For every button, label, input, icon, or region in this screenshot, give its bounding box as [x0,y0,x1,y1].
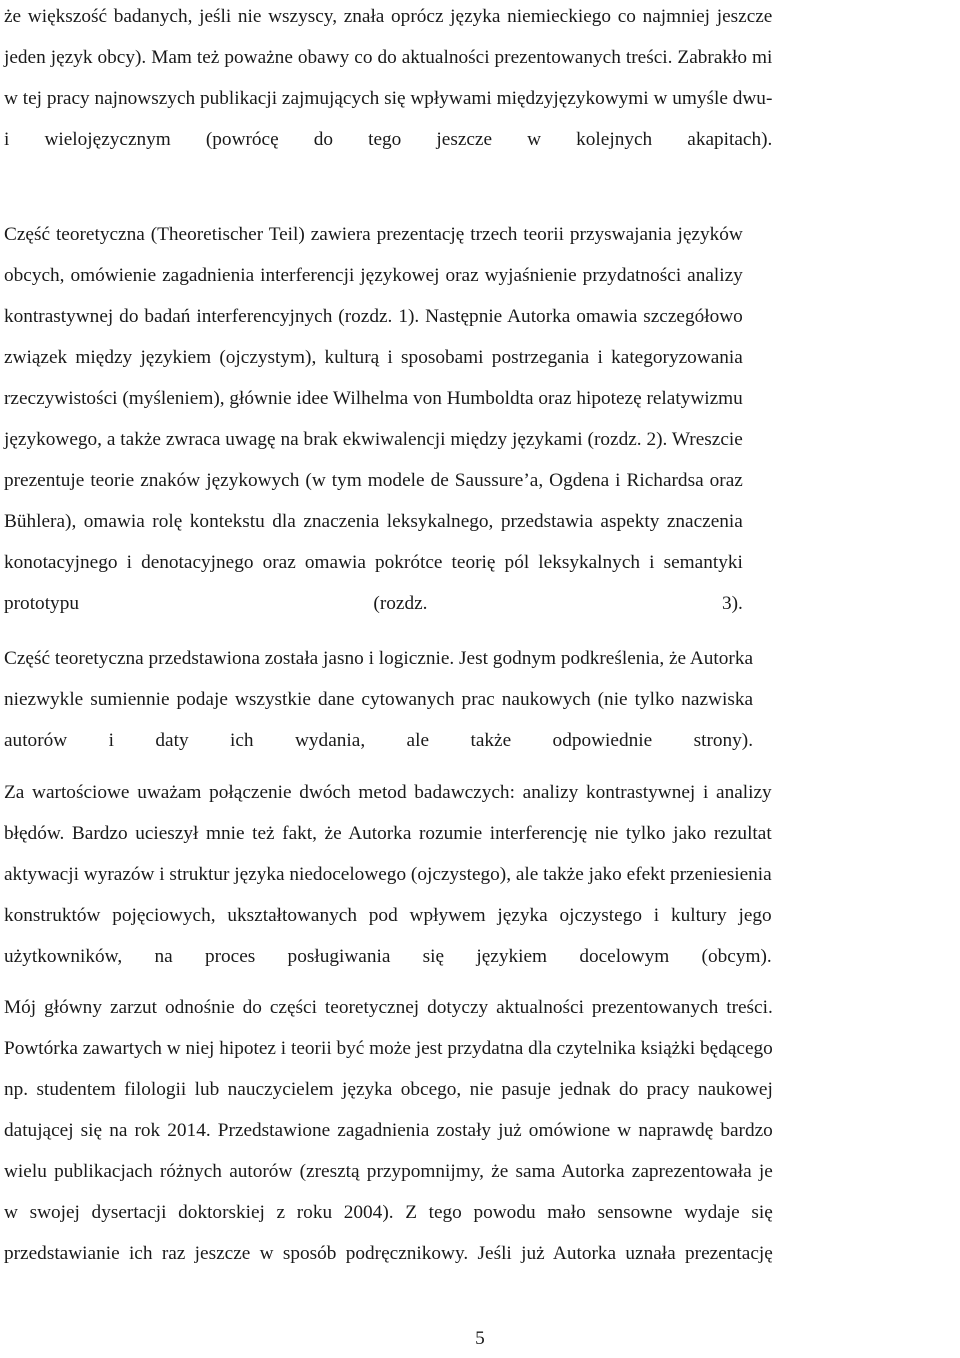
paragraph-main-objection [4,987,773,1274]
text-line: konotacyjnego i denotacyjnego oraz omawia pokrótce teorię pól leksykalnych i semantyki [4,552,743,573]
paragraph-methods [4,772,772,977]
text-line: że większość badanych, jeśli nie wszyscy, znała oprócz języka niemieckiego co najmniej jeszcze [4,6,773,27]
text-line: językowego, a także zwraca uwagę na brak ekwiwalencji między językami (rozdz. 2). Wreszcie [4,429,743,450]
text-line: Za wartościowe uważam połączenie dwóch metod badawczych: analizy kontrastywnej i analizy [4,782,772,803]
text-line: użytkowników, na proces posługiwania się językiem docelowym (obcym). [4,946,772,967]
text-line: Mój główny zarzut odnośnie do części teoretycznej dotyczy aktualności prezentowanych treści. [4,997,773,1018]
text-line: kontrastywnej do badań interferencyjnych (rozdz. 1). Następnie Autorka omawia szczegółowo [4,306,743,327]
text-line: Powtórka zawartych w niej hipotez i teorii być może jest przydatna dla czytelnika książki będącego [4,1038,773,1059]
text-line: rzeczywistości (myśleniem), głównie idee Wilhelma von Humboldta oraz hipotezę relatywizmu [4,388,743,409]
text-line: Bühlera), omawia rolę kontekstu dla znaczenia leksykalnego, przedstawia aspekty znaczenia [4,511,743,532]
text-line: np. studentem filologii lub nauczycielem języka obcego, nie pasuje jednak do pracy naukowej [4,1079,773,1100]
text-line: Część teoretyczna (Theoretischer Teil) zawiera prezentację trzech teorii przyswajania języków [4,224,743,245]
text-line: konstruktów pojęciowych, ukształtowanych pod wpływem języka ojczystego i kultury jego [4,905,772,926]
paragraph-theoretical-part [4,214,743,624]
text-line: datującej się na rok 2014. Przedstawione zagadnienia zostały już omówione w naprawdę bardzo [4,1120,773,1141]
text-line: błędów. Bardzo ucieszył mnie też fakt, że Autorka rozumie interferencję nie tylko jako rezultat [4,823,772,844]
text-line: prezentuje teorie znaków językowych (w tym modele de Saussure’a, Ogdena i Richardsa oraz [4,470,743,491]
text-line: niezwykle sumiennie podaje wszystkie dane cytowanych prac naukowych (nie tylko nazwiska [4,689,754,710]
text-line: Część teoretyczna przedstawiona została jasno i logicznie. Jest godnym podkreślenia, że Autorka [4,648,754,669]
page-number: 5 [475,1328,485,1349]
text-line: przedstawianie ich raz jeszcze w sposób podręcznikowy. Jeśli już Autorka uznała prezentację [4,1243,773,1264]
text-line: w tej pracy najnowszych publikacji zajmujących się wpływami międzyjęzykowymi w umyśle dwu- [4,88,773,109]
paragraph-continuation [4,0,772,160]
paragraph-assessment [4,638,753,761]
text-line: i wielojęzycznym (powrócę do tego jeszcze w kolejnych akapitach). [4,129,773,150]
text-line: obcych, omówienie zagadnienia interferencji językowej oraz wyjaśnienie przydatności analizy [4,265,743,286]
text-line: w swojej dysertacji doktorskiej z roku 2004). Z tego powodu mało sensowne wydaje się [4,1202,773,1223]
text-line: związek między językiem (ojczystym), kulturą i sposobami postrzegania i kategoryzowania [4,347,743,368]
text-line: wielu publikacjach różnych autorów (zresztą przypomnijmy, że sama Autorka zaprezentowała je [4,1161,773,1182]
text-line: prototypu (rozdz. 3). [4,593,743,614]
text-line: aktywacji wyrazów i struktur języka niedocelowego (ojczystego), ale także jako efekt przeniesienia [4,864,772,885]
text-line: jeden język obcy). Mam też poważne obawy co do aktualności prezentowanych treści. Zabrakło mi [4,47,773,68]
text-line: autorów i daty ich wydania, ale także odpowiednie strony). [4,730,754,751]
